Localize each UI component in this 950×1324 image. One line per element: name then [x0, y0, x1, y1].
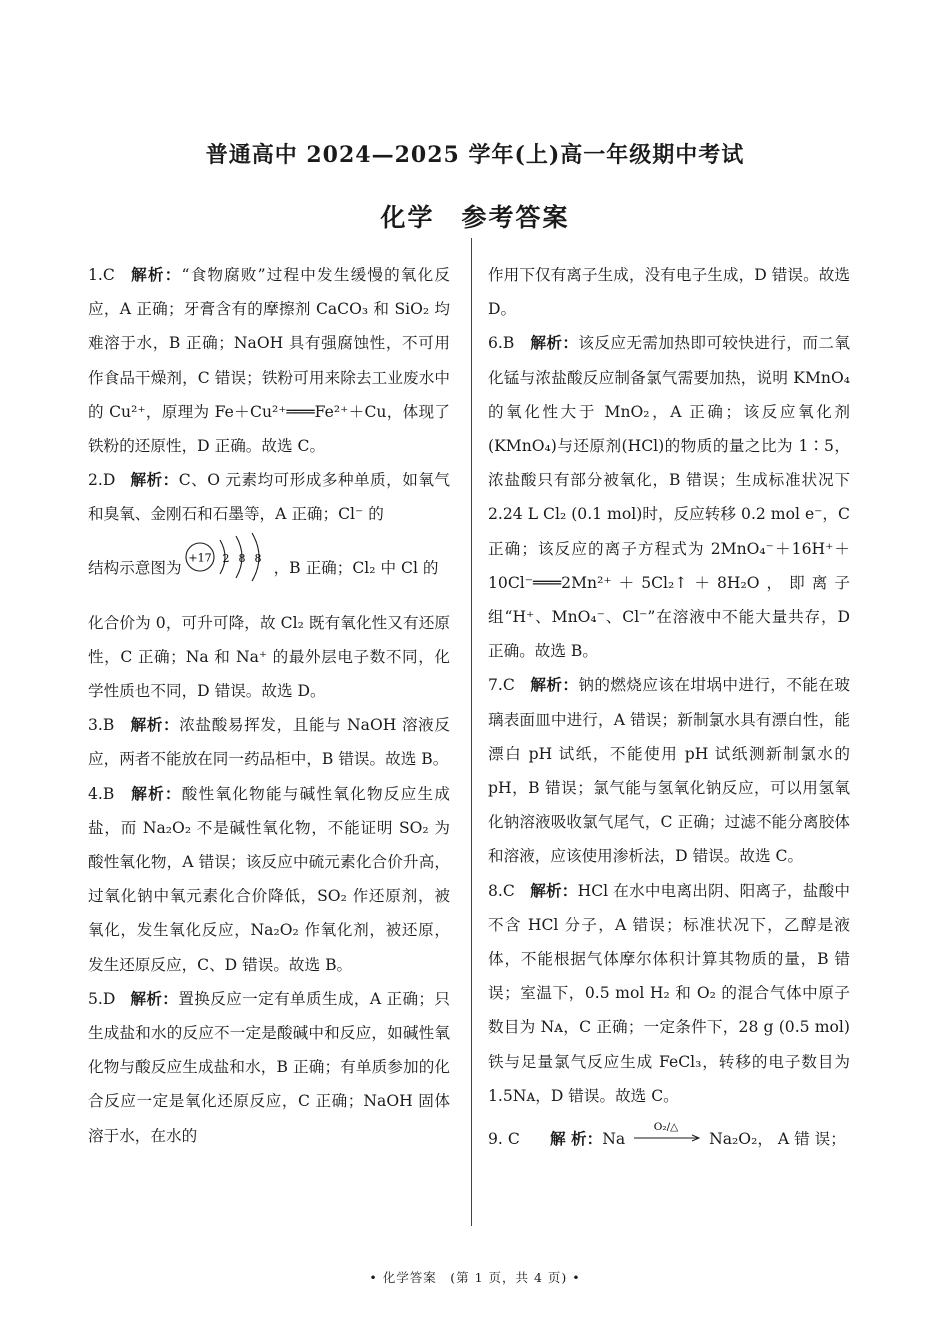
analysis-text: ，B 正确；Cl₂ 中 Cl 的 — [273, 558, 439, 577]
analysis-text: Na — [602, 1130, 626, 1149]
answer-3 — [88, 708, 450, 776]
analysis-text: 作用下仅有离子生成，没有电子生成，D 错误。故选 D。 — [488, 266, 850, 319]
shell-3-label: 8 — [254, 551, 262, 565]
answer-5 — [88, 982, 450, 1153]
answer-number: 8.C — [488, 881, 515, 900]
shell-2-label: 8 — [238, 551, 246, 565]
column-divider — [471, 238, 472, 1226]
answer-number: 6.B — [488, 334, 515, 353]
answer-8 — [488, 874, 850, 1113]
answer-1 — [88, 258, 450, 463]
analysis-text: 化合价为 0，可升可降，故 Cl₂ 既有氧化性又有还原性，C 正确；Na 和 Na⁺ 的最外层电子数不同，化学性质也不同，D 错误。故选 D。 — [88, 613, 450, 701]
answer-4 — [88, 777, 450, 982]
analysis-text: HCl 在水中电离出阴、阳离子，盐酸中不含 HCl 分子，A 错误；标准状况下，乙醇是液体，不能根据气体摩尔体积计算其物质的量，B 错误；室温下，0.5 mol H₂ 和 O₂ 的混合气体中原子数目为 Nᴀ，C 正确；一定条件下，28 g (0.5 mol)铁与足量氯气反应生成 FeCl₃，转移的电子数目为 1.5Nᴀ，D 错误。故选 C。 — [488, 881, 850, 1105]
analysis-text: 结构示意图为 — [88, 558, 182, 577]
analysis-text: 浓盐酸易挥发，且能与 NaOH 溶液反应，两者不能放在同一药品柜中，B 错误。故选 B。 — [88, 716, 450, 769]
left-column — [88, 258, 450, 1153]
arrow-condition-label: O₂/△ — [653, 1121, 679, 1134]
answer-number: 2.D — [88, 471, 116, 490]
analysis-tag: 解析： — [130, 783, 182, 803]
analysis-tag: 解析： — [130, 715, 180, 735]
reaction-arrow — [630, 1119, 704, 1161]
answer-6 — [488, 326, 850, 668]
chloride-structure-diagram — [182, 532, 274, 606]
answer-number: 7.C — [488, 676, 515, 695]
analysis-tag: 解析： — [130, 470, 179, 490]
analysis-text: 钠的燃烧应该在坩埚中进行，不能在玻璃表面皿中进行，A 错误；新制氯水具有漂白性，能漂白 pH 试纸，不能使用 pH 试纸测新制氯水的 pH，B 错误；氯气能与氢氧化钠反应，可以用氢氧化钠溶液吸收氯气尾气，C 正确；过滤不能分离胶体和溶液，应该使用渗析法，D 错误。故选 C。 — [488, 676, 850, 866]
answer-7 — [488, 668, 850, 873]
analysis-tag: 解析： — [130, 988, 179, 1008]
analysis-text: “食物腐败”过程中发生缓慢的氧化反应，A 正确；牙膏含有的摩擦剂 CaCO₃ 和 SiO₂ 均难溶于水，B 正确；NaOH 具有强腐蚀性，不可用作食品干燥剂，C 错误；铁粉可用来除去工业废水中的 Cu²⁺，原理为 Fe＋Cu²⁺═══Fe²⁺＋Cu，体现了铁粉的还原性，D 正确。故选 C。 — [88, 266, 450, 456]
page-title: 普通高中 2024—2025 学年(上)高一年级期中考试 — [205, 142, 745, 168]
page-footer: • 化学答案 (第 1 页，共 4 页) • — [369, 1270, 581, 1285]
answer-number: 3.B — [88, 716, 115, 735]
answer-number: 1.C — [88, 266, 115, 284]
answer-2-diagram-line — [88, 532, 450, 606]
page-subtitle: 化学 参考答案 — [380, 203, 570, 232]
analysis-tag: 解析： — [130, 265, 182, 284]
analysis-text: 酸性氧化物能与碱性氧化物反应生成盐，而 Na₂O₂ 不是碱性氧化物，不能证明 SO₂ 为酸性氧化物，A 错误；该反应中硫元素化合价升高，过氧化钠中氧元素化合价降低，SO₂ 作还原剂，被氧化，发生氧化反应，Na₂O₂ 作氧化剂，被还原，发生还原反应，C、D 错误。故选 B。 — [88, 784, 450, 974]
analysis-tag: 解析： — [530, 675, 579, 695]
answer-number: 9. C — [488, 1130, 520, 1149]
right-column — [488, 258, 850, 1161]
analysis-text: Na₂O₂， A 错 误； — [709, 1130, 846, 1149]
analysis-tag: 解析： — [530, 333, 579, 353]
answer-number: 5.D — [88, 989, 116, 1008]
answer-number: 4.B — [88, 784, 115, 803]
analysis-tag: 解 析： — [550, 1129, 603, 1149]
answer-9 — [488, 1119, 850, 1161]
nucleus-label: +17 — [187, 551, 212, 565]
answer-5-continued — [488, 258, 850, 326]
shell-1-label: 2 — [222, 551, 230, 565]
analysis-text: 该反应无需加热即可较快进行，而二氧化锰与浓盐酸反应制备氯气需要加热，说明 KMnO₄ 的氧化性大于 MnO₂，A 正确；该反应氧化剂(KMnO₄)与还原剂(HCl)的物质的量之比为 1∶5，浓盐酸只有部分被氧化，B 错误；生成标准状况下 2.24 L Cl₂ (0.1 mol)时，反应转移 0.2 mol e⁻，C 正确；该反应的离子方程式为 2MnO₄⁻＋16H⁺＋10Cl⁻═══2Mn²⁺＋5Cl₂↑＋8H₂O，即离子组“H⁺、MnO₄⁻、Cl⁻”在溶液中不能大量共存，D 正确。故选 B。 — [488, 334, 850, 661]
analysis-text: 置换反应一定有单质生成，A 正确；只生成盐和水的反应不一定是酸碱中和反应，如碱性氧化物与酸反应生成盐和水，B 正确；有单质参加的化合反应一定是氧化还原反应，C 正确；NaOH 固体溶于水，在水的 — [88, 989, 450, 1145]
answer-2 — [88, 463, 450, 531]
analysis-tag: 解析： — [530, 880, 578, 900]
analysis-text: C、O 元素均可形成多种单质，如氧气和臭氧、金刚石和石墨等，A 正确；Cl⁻ 的 — [88, 471, 450, 524]
answer-2-continued — [88, 606, 450, 709]
